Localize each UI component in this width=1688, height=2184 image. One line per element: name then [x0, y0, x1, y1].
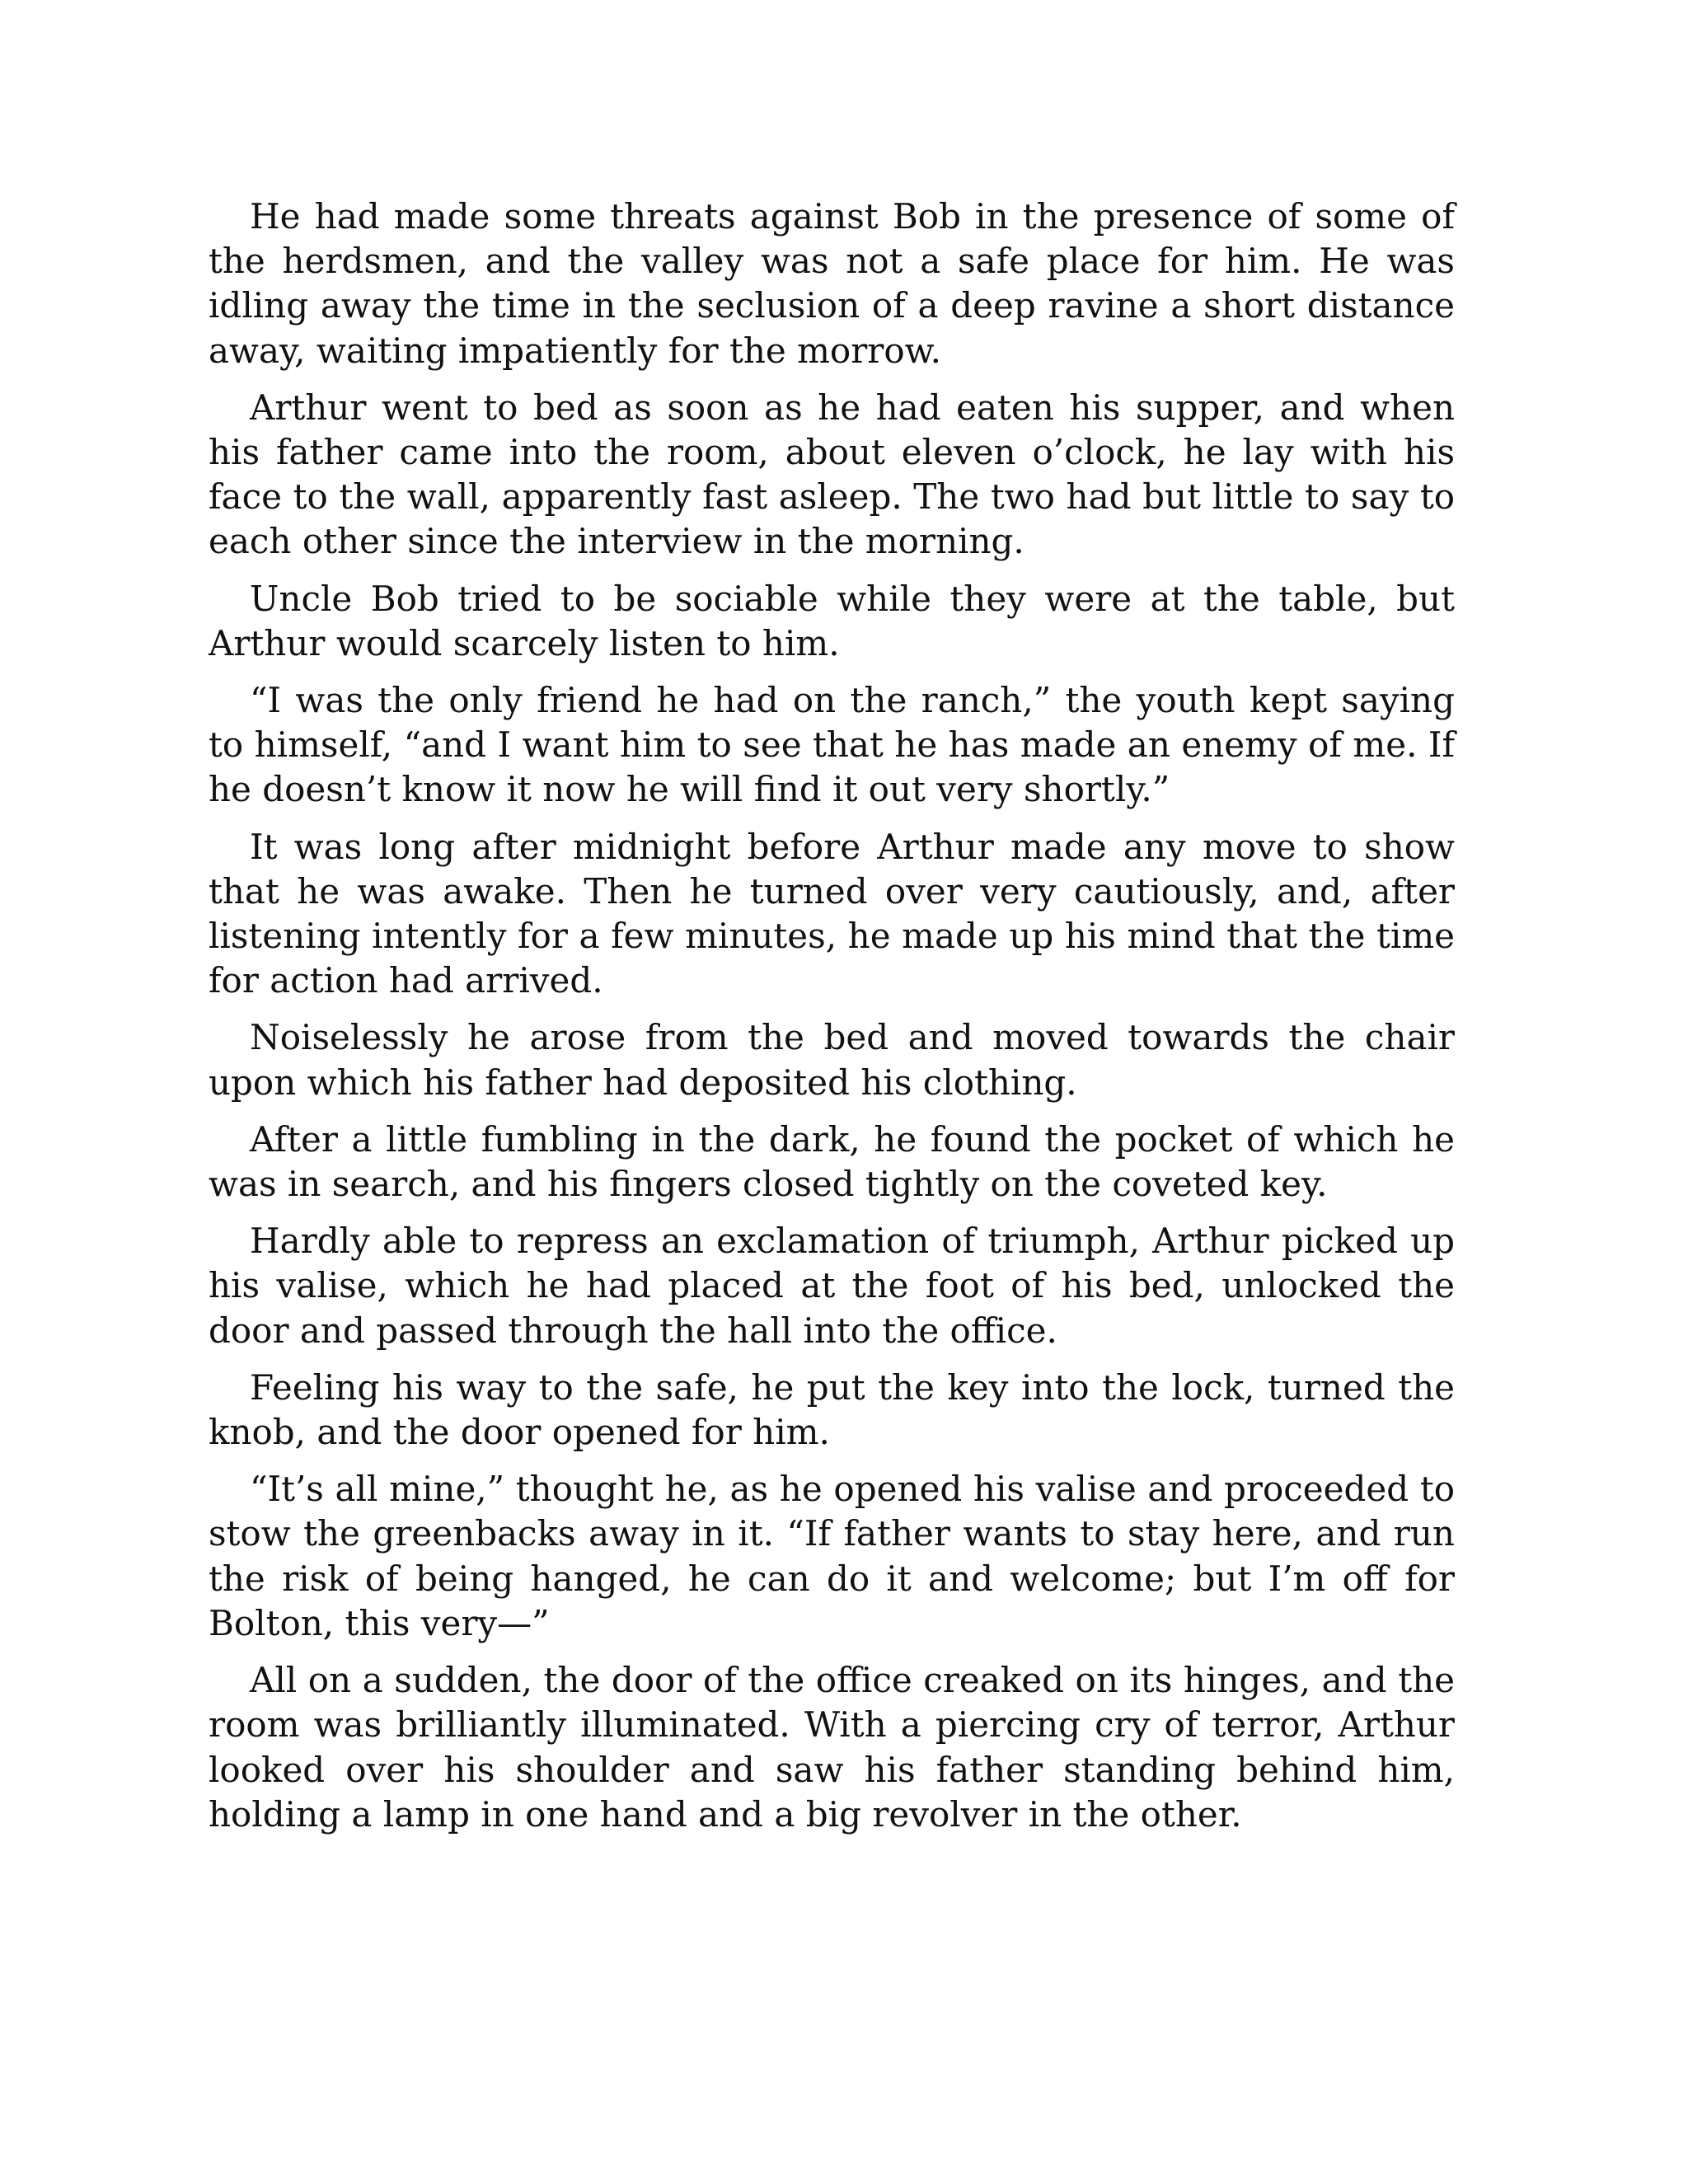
- paragraph: He had made some threats against Bob in the presence of some of the herdsmen, and the valley was not a safe place for him. He was idling away the time in the seclusion of a deep ravine a short distance away, waiting impatiently for the morrow.: [209, 196, 1455, 371]
- paragraph: After a little fumbling in the dark, he found the pocket of which he was in search, and his fingers closed tightly on the coveted key.: [209, 1118, 1455, 1205]
- paragraph: Hardly able to repress an exclamation of triumph, Arthur picked up his valise, which he had placed at the foot of his bed, unlocked the door and passed through the hall into the office.: [209, 1221, 1455, 1351]
- body-text: [209, 194, 1455, 1849]
- paragraph: All on a sudden, the door of the office creaked on its hinges, and the room was brilliantly illuminated. With a piercing cry of terror, Arthur looked over his shoulder and saw his father standing behind him, holding a lamp in one hand and a big revolver in the other.: [209, 1660, 1455, 1835]
- paragraph: Feeling his way to the safe, he put the key into the lock, turned the knob, and the door opened for him.: [209, 1366, 1455, 1453]
- paragraph: Uncle Bob tried to be sociable while they were at the table, but Arthur would scarcely listen to him.: [209, 578, 1455, 663]
- paragraph: “I was the only friend he had on the ranch,” the youth kept saying to himself, “and I want him to see that he has made an enemy of me. If he doesn’t know it now he will find it out very shortly.”: [209, 680, 1455, 810]
- paragraph: Arthur went to bed as soon as he had eaten his supper, and when his father came into the room, about eleven o’clock, he lay with his face to the wall, apparently fast asleep. The two had but little to say to each other since the interview in the morning.: [209, 387, 1455, 562]
- paragraph: Noiselessly he arose from the bed and moved towards the chair upon which his father had deposited his clothing.: [209, 1017, 1455, 1103]
- paragraph: “It’s all mine,” thought he, as he opened his valise and proceeded to stow the greenbacks away in it. “If father wants to stay here, and run the risk of being hanged, he can do it and welcome; but I’m off for Bolton, this very—”: [209, 1469, 1455, 1643]
- paragraph: It was long after midnight before Arthur made any move to show that he was awake. Then he turned over very cautiously, and, after listening intently for a few minutes, he made up his mind that the time for action had arrived.: [209, 826, 1455, 1001]
